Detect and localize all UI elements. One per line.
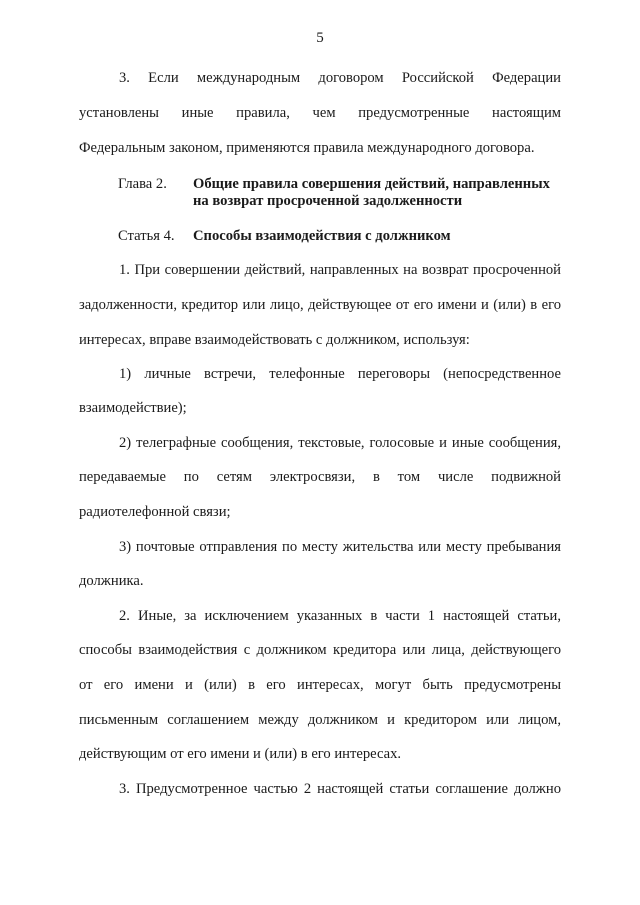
paragraph-line: действующим от его имени и (или) в его интересах. <box>79 746 402 762</box>
paragraph-line: 3. Предусмотренное частью 2 настоящей статьи соглашение должно <box>119 781 561 797</box>
chapter-title-line: Общие правила совершения действий, направленных <box>193 176 550 192</box>
paragraph-line: интересах, вправе взаимодействовать с должником, используя: <box>79 332 470 348</box>
paragraph-line: 2. Иные, за исключением указанных в части 1 настоящей статьи, <box>119 608 561 624</box>
list-item-line: радиотелефонной связи; <box>79 504 231 520</box>
list-item-line: 3) почтовые отправления по месту жительства или месту пребывания <box>119 539 561 555</box>
paragraph-line: письменным соглашением между должником и кредитором или лицом, <box>79 712 561 728</box>
paragraph-line: способы взаимодействия с должником кредитора или лица, действующего <box>79 642 561 658</box>
paragraph-line: задолженности, кредитор или лицо, действующее от его имени и (или) в его <box>79 297 561 313</box>
article-label: Статья 4. <box>118 228 175 244</box>
paragraph-line: Федеральным законом, применяются правила международного договора. <box>79 140 535 156</box>
paragraph-line: 3. Если международным договором Российской Федерации <box>119 70 561 86</box>
page-number: 5 <box>316 30 324 46</box>
list-item-line: 1) личные встречи, телефонные переговоры (непосредственное <box>119 366 561 382</box>
chapter-title <box>193 176 563 210</box>
chapter-title-line: на возврат просроченной задолженности <box>193 193 463 209</box>
list-item-line: должника. <box>79 573 144 589</box>
paragraph-line: от его имени и (или) в его интересах, могут быть предусмотрены <box>79 677 561 693</box>
chapter-label: Глава 2. <box>118 176 167 192</box>
list-item-line: 2) телеграфные сообщения, текстовые, голосовые и иные сообщения, <box>119 435 561 451</box>
paragraph-line: установлены иные правила, чем предусмотренные настоящим <box>79 105 561 121</box>
article-title: Способы взаимодействия с должником <box>193 228 451 244</box>
list-item-line: передаваемые по сетям электросвязи, в том числе подвижной <box>79 469 561 485</box>
list-item-line: взаимодействие); <box>79 400 187 416</box>
paragraph-line: 1. При совершении действий, направленных на возврат просроченной <box>119 262 561 278</box>
